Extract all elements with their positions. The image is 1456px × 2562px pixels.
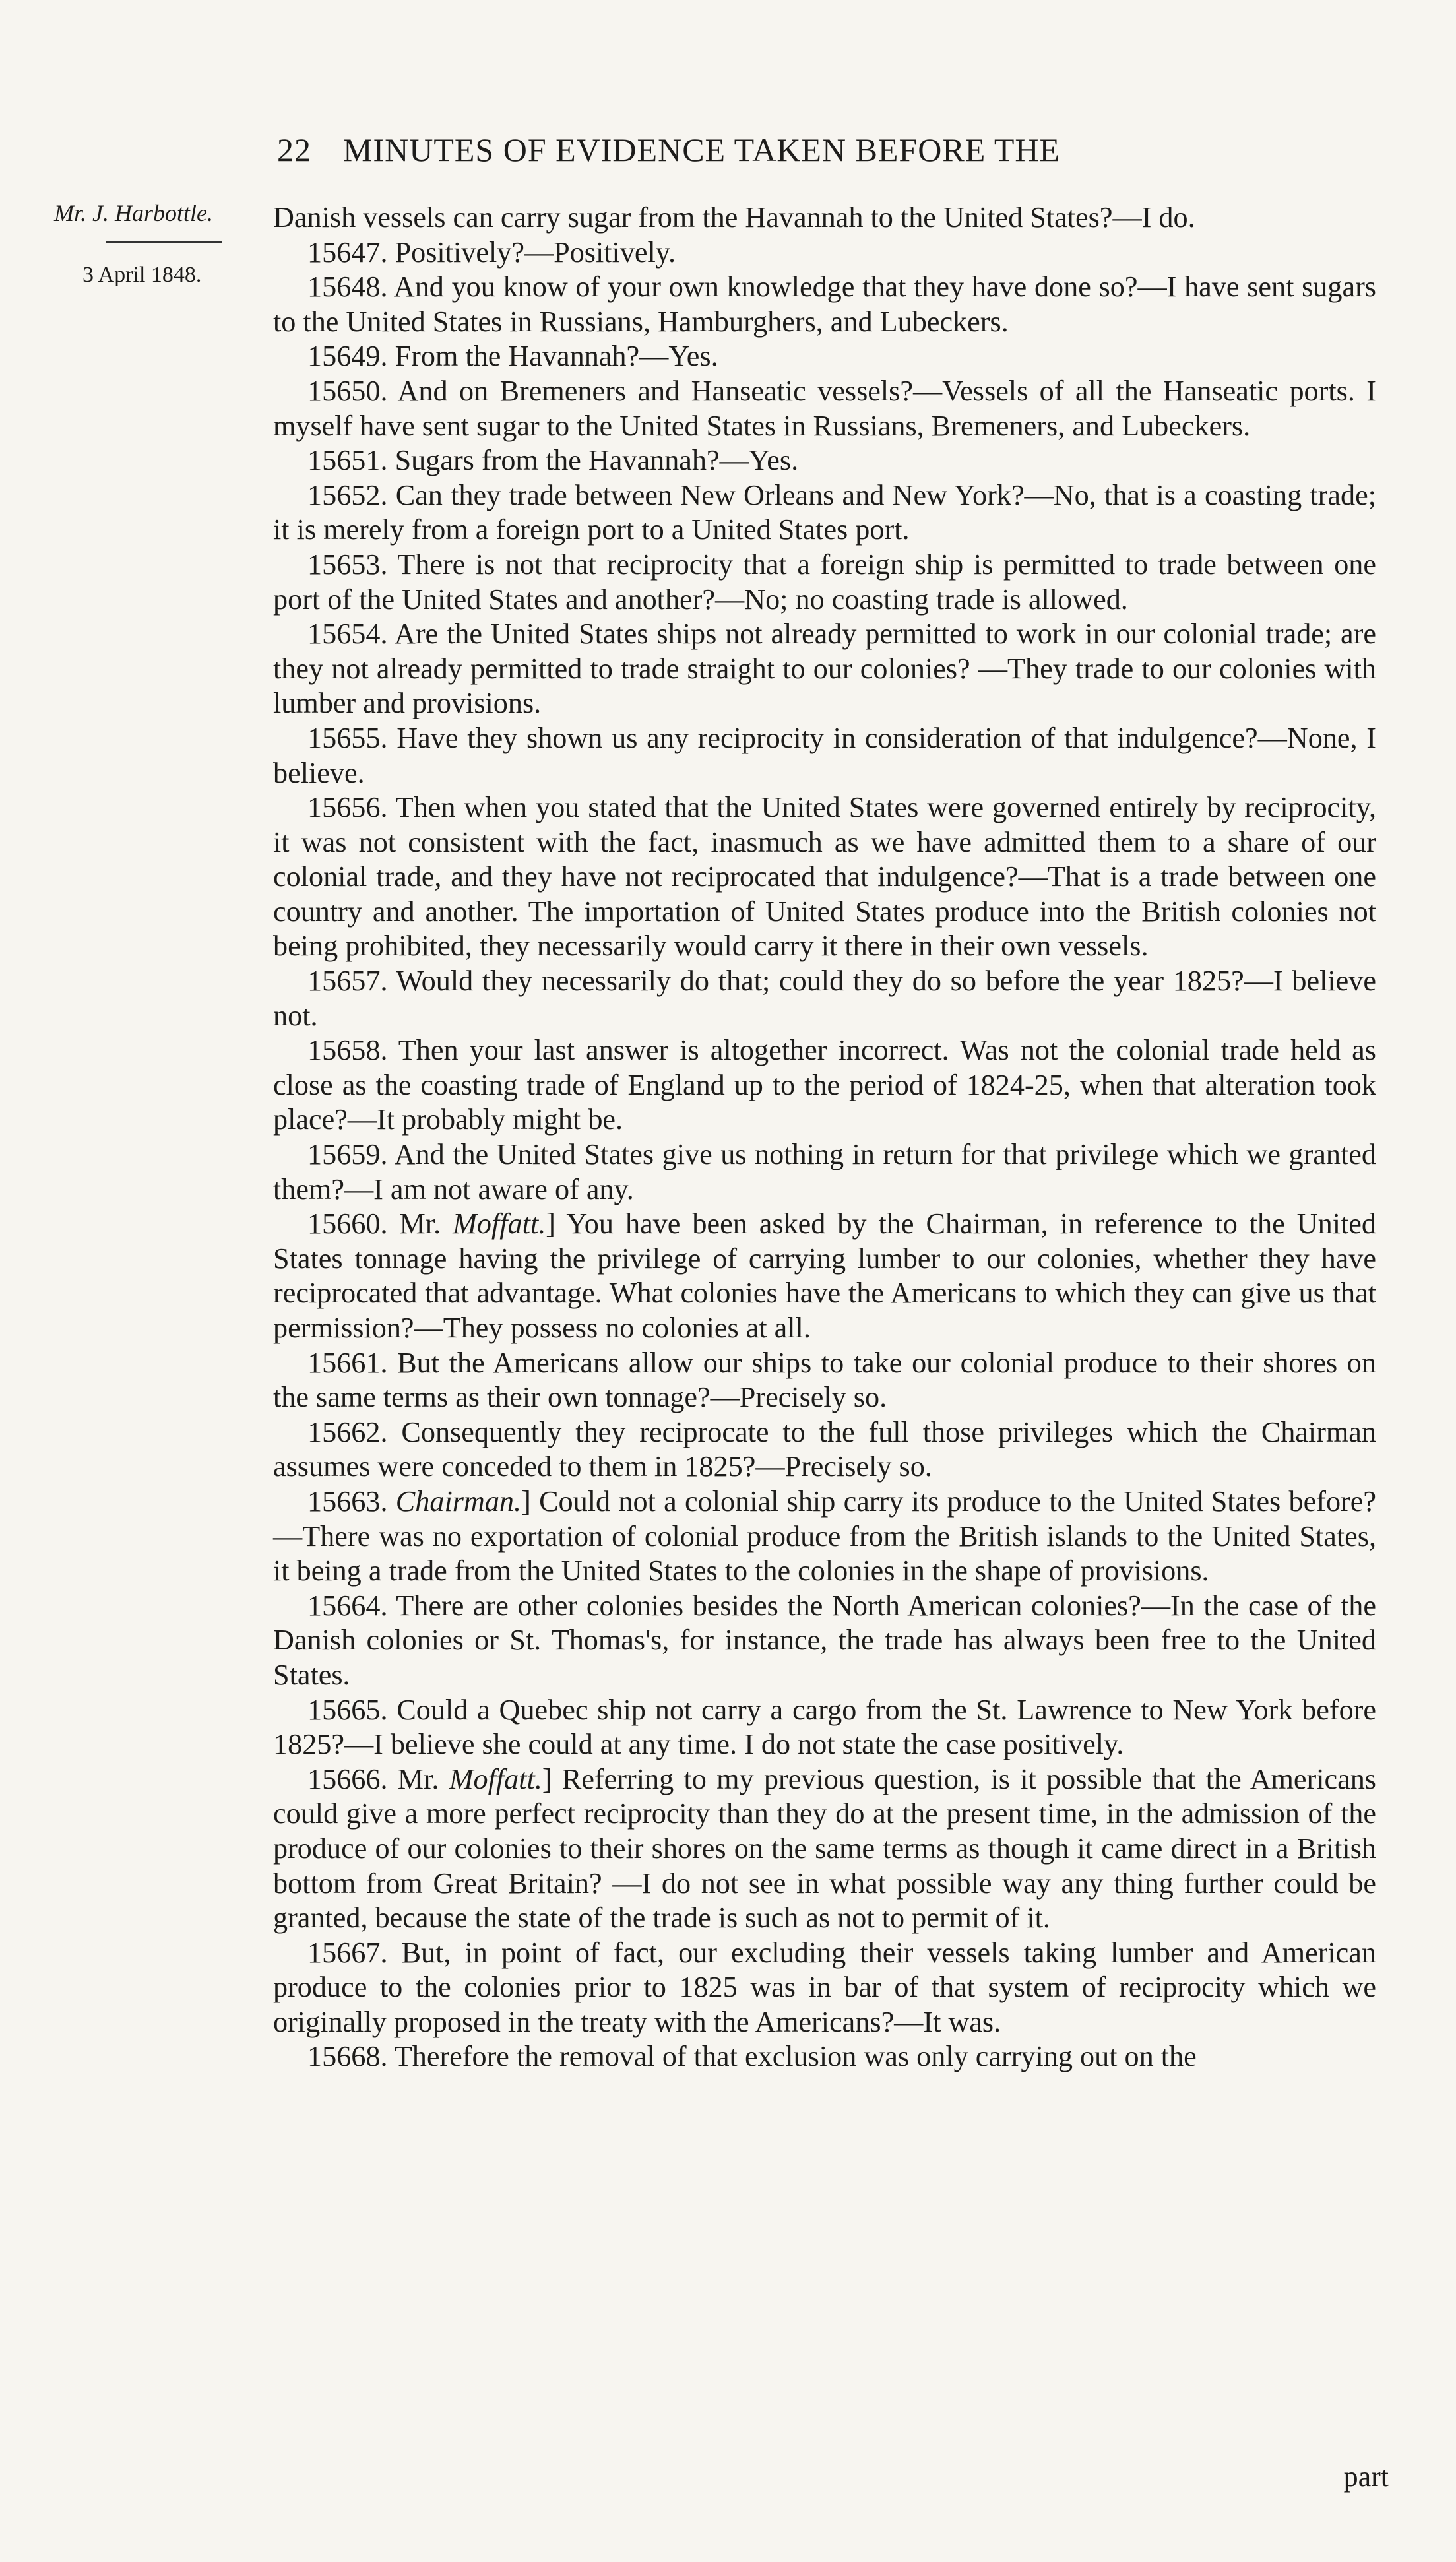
evidence-date: 3 April 1848. [82, 263, 202, 287]
paragraph-text: ] You have been asked by the Chairman, in reference to the United States tonnage having the privilege of carrying lumber to our colonies, whether they have reciprocated that advantage. What colonies have the Americans to which they can give us that permission?—They possess no colonies at all. [273, 1207, 1377, 1344]
paragraph-text: 15654. Are the United States ships not already permitted to work in our colonial trade; are they not already permitted to trade straight to our colonies? —They trade to our colonies with lumber and provisions. [273, 618, 1376, 720]
evidence-paragraph [273, 201, 1376, 236]
evidence-paragraph [273, 1589, 1376, 1693]
question-number: 15666. Mr. [307, 1762, 449, 1795]
evidence-paragraph [273, 2039, 1376, 2074]
paragraph-text: 15647. Positively?—Positively. [307, 236, 676, 269]
page-number: 22 [277, 131, 311, 168]
evidence-paragraph [273, 1137, 1376, 1207]
evidence-paragraph [273, 1485, 1376, 1589]
evidence-paragraph [273, 1207, 1376, 1345]
evidence-paragraph [273, 270, 1376, 339]
paragraph-text: 15668. Therefore the removal of that exclusion was only carrying out on the [307, 2040, 1197, 2073]
speaker-name: Moffatt. [449, 1762, 542, 1795]
paragraph-text: 15657. Would they necessarily do that; could they do so before the year 1825?—I believe not. [273, 965, 1376, 1032]
paragraph-text: 15659. And the United States give us nothing in return for that privilege which we granted them?—I am not aware of any. [273, 1138, 1376, 1205]
paragraph-text: ] Referring to my previous question, is it possible that the Americans could give a more perfect reciprocity than they do at the present time, in the admission of the produce of our colonies to their shores on the same terms as though it came direct in a British bottom from Great Britain? —I do not see in what possible way any thing further could be granted, because the state of the trade is such as not to permit of it. [273, 1762, 1376, 1935]
paragraph-text: 15656. Then when you stated that the United States were governed entirely by reciprocity, it was not consistent with the fact, inasmuch as we have admitted them to a share of our colonial trade, and they have not reciprocated that indulgence?—That is a trade between one country and another. The importation of United States produce into the British colonies not being prohibited, they necessarily would carry it there in their own vessels. [273, 791, 1376, 963]
margin-rule [106, 241, 222, 243]
question-number: 15663. [307, 1485, 396, 1518]
paragraph-text: 15667. But, in point of fact, our excluding their vessels taking lumber and American produce to the colonies prior to 1825 was in bar of that system of reciprocity which we originally proposed in the treaty with the Americans?—It was. [273, 1936, 1376, 2038]
paragraph-text: ] Could not a colonial ship carry its produce to the United States before?—There was no exportation of colonial produce from the British islands to the United States, it being a trade from the United States to the colonies in the shape of provisions. [273, 1485, 1376, 1587]
evidence-paragraph [273, 548, 1376, 617]
evidence-paragraph [273, 721, 1376, 790]
evidence-paragraph [273, 1936, 1376, 2040]
evidence-paragraph [273, 236, 1376, 271]
paragraph-text: 15651. Sugars from the Havannah?—Yes. [307, 444, 799, 477]
paragraph-text: Danish vessels can carry sugar from the Havannah to the United States?—I do. [273, 201, 1195, 234]
evidence-paragraph [273, 1033, 1376, 1137]
evidence-paragraph [273, 1762, 1376, 1936]
page-title: MINUTES OF EVIDENCE TAKEN BEFORE THE [343, 131, 1061, 168]
paragraph-text: 15648. And you know of your own knowledge that they have done so?—I have sent sugars to the United States in Russians, Hamburghers, and Lubeckers. [273, 271, 1376, 338]
evidence-paragraph [273, 1415, 1376, 1485]
speaker-name: Moffatt. [453, 1207, 546, 1240]
evidence-paragraph [273, 478, 1376, 548]
paragraph-text: 15658. Then your last answer is altogether incorrect. Was not the colonial trade held as close as the coasting trade of England up to the period of 1824-25, when that alteration took place?—It probably might be. [273, 1034, 1376, 1136]
evidence-paragraph [273, 964, 1376, 1033]
evidence-paragraph [273, 790, 1376, 964]
evidence-paragraph [273, 617, 1376, 721]
evidence-body [273, 201, 1376, 2074]
paragraph-text: 15665. Could a Quebec ship not carry a cargo from the St. Lawrence to New York before 1825?—I believe she could at any time. I do not state the case positively. [273, 1693, 1376, 1761]
catchword: part [1343, 2460, 1389, 2493]
paragraph-text: 15661. But the Americans allow our ships to take our colonial produce to their shores on the same terms as their own tonnage?—Precisely so. [273, 1346, 1376, 1414]
evidence-paragraph [273, 1346, 1376, 1415]
question-number: 15660. Mr. [307, 1207, 453, 1240]
paragraph-text: 15653. There is not that reciprocity that a foreign ship is permitted to trade between one port of the United States and another?—No; no coasting trade is allowed. [273, 548, 1376, 616]
witness-name: Mr. J. Harbottle. [54, 200, 213, 226]
evidence-paragraph [273, 339, 1376, 374]
paragraph-text: 15664. There are other colonies besides the North American colonies?—In the case of the Danish colonies or St. Thomas's, for instance, the trade has always been free to the United States. [273, 1589, 1376, 1691]
paragraph-text: 15649. From the Havannah?—Yes. [307, 340, 718, 373]
paragraph-text: 15662. Consequently they reciprocate to the full those privileges which the Chairman assumes were conceded to them in 1825?—Precisely so. [273, 1415, 1376, 1483]
evidence-paragraph [273, 374, 1376, 443]
paragraph-text: 15655. Have they shown us any reciprocity in consideration of that indulgence?—None, I believe. [273, 721, 1376, 789]
paragraph-text: 15650. And on Bremeners and Hanseatic vessels?—Vessels of all the Hanseatic ports. I myself have sent sugar to the United States in Russians, Bremeners, and Lubeckers. [273, 374, 1376, 442]
page-header [277, 131, 1060, 169]
speaker-name: Chairman. [395, 1485, 522, 1518]
paragraph-text: 15652. Can they trade between New Orleans and New York?—No, that is a coasting trade; it is merely from a foreign port to a United States port. [273, 478, 1376, 546]
evidence-paragraph [273, 443, 1376, 478]
evidence-paragraph [273, 1693, 1376, 1762]
